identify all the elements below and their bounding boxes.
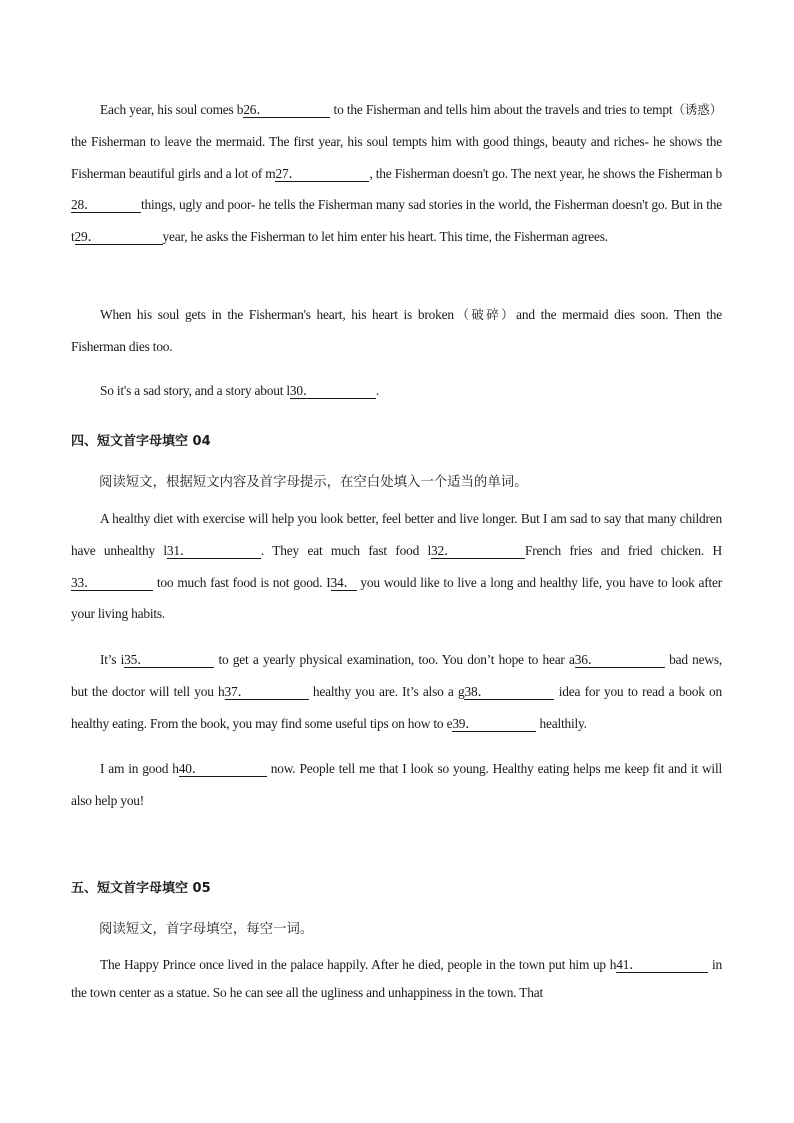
- answer-blank-27[interactable]: 27．: [275, 166, 369, 182]
- text: When his soul gets in the Fisherman's heart, his heart is broken: [100, 307, 454, 322]
- paragraph-happy-prince: [71, 951, 722, 1007]
- paragraph-heart-broken: [71, 299, 722, 363]
- text: in the town center as a statue. So he can see all the ugliness and unhappiness in the town. That: [71, 957, 722, 1000]
- answer-blank-36[interactable]: 36．: [575, 652, 665, 668]
- paragraph-fisherman-soul: [71, 94, 722, 253]
- section-heading-05: 五、短文首字母填空 05: [71, 881, 211, 896]
- paragraph-sad-story: [71, 375, 722, 407]
- text: and the mermaid dies soon. Then the Fisherman dies too.: [71, 307, 723, 354]
- answer-blank-33[interactable]: 33．: [71, 575, 153, 591]
- answer-blank-29[interactable]: 29．: [75, 229, 163, 245]
- answer-blank-40[interactable]: 40．: [179, 761, 267, 777]
- answer-blank-26[interactable]: 26．: [243, 102, 330, 118]
- text: I am in good h: [100, 761, 179, 776]
- text: now. People tell me that I look so young. Healthy eating helps me keep fit and it will also help you!: [71, 761, 722, 808]
- answer-blank-28[interactable]: 28．: [71, 197, 141, 213]
- text: to the Fisherman and tells him about the travels and tries to tempt: [330, 102, 673, 117]
- text: to get a yearly physical examination, too. You don’t hope to hear a: [214, 652, 575, 667]
- text: bad news, but the doctor will tell you h: [71, 652, 723, 699]
- text: healthily.: [536, 715, 587, 731]
- text: .: [375, 383, 380, 398]
- paragraph-healthy-diet: [71, 503, 722, 630]
- text: So it's a sad story, and a story about l: [100, 383, 290, 398]
- gloss-tempt: （诱惑）: [672, 102, 723, 117]
- answer-blank-31[interactable]: 31．: [167, 543, 261, 559]
- text: things, ugly and poor- he tells the Fisherman many sad stories in the world, the Fisherman doesn't go. But in the t: [71, 197, 722, 245]
- text: too much fast food is not good. I: [153, 574, 331, 590]
- text: you would like to live a long and healthy life, you have to look after your living habits.: [71, 574, 723, 622]
- answer-blank-39[interactable]: 39．: [452, 716, 536, 732]
- paragraph-physical-exam: [71, 644, 722, 739]
- text: year, he asks the Fisherman to let him enter his heart. This time, the Fisherman agrees.: [162, 229, 608, 245]
- answer-blank-30[interactable]: 30．: [290, 383, 376, 399]
- answer-blank-32[interactable]: 32．: [431, 543, 525, 559]
- text: French fries and fried chicken. H: [525, 542, 722, 558]
- section-instruction-05: 阅读短文，首字母填空，每空一词。: [99, 922, 314, 937]
- text: It’s i: [100, 652, 125, 667]
- section-instruction-04: 阅读短文，根据短文内容及首字母提示，在空白处填入一个适当的单词。: [99, 475, 528, 490]
- text: The Happy Prince once lived in the palace happily. After he died, people in the town put him up h: [100, 957, 617, 972]
- text: idea for you to read a book on healthy eating. From the book, you may find some useful tips on how to e: [71, 683, 722, 731]
- text: the Fisherman to leave the mermaid. The first year, his soul tempts him with good things, beauty and riches- he shows the Fisherman beautiful girls and a lot of m: [71, 133, 722, 181]
- text: , the Fisherman doesn't go. The next year, he shows the Fisherman b: [369, 165, 722, 181]
- text: Each year, his soul comes b: [100, 102, 244, 117]
- section-heading-04: 四、短文首字母填空 04: [71, 434, 211, 449]
- answer-blank-35[interactable]: 35．: [124, 652, 214, 668]
- answer-blank-38[interactable]: 38．: [464, 684, 554, 700]
- text: A healthy diet with exercise will help you look better, feel better and live longer. But I am sad to say that many children have unhealthy l: [71, 511, 722, 558]
- paragraph-good-health: [71, 753, 722, 817]
- text: . They eat much fast food l: [260, 542, 432, 558]
- text: healthy you are. It’s also a g: [308, 683, 465, 699]
- answer-blank-34[interactable]: 34．: [330, 574, 357, 590]
- gloss-broken: （破碎）: [453, 307, 517, 322]
- answer-blank-37[interactable]: 37．: [225, 684, 309, 700]
- answer-blank-41[interactable]: 41．: [616, 957, 708, 973]
